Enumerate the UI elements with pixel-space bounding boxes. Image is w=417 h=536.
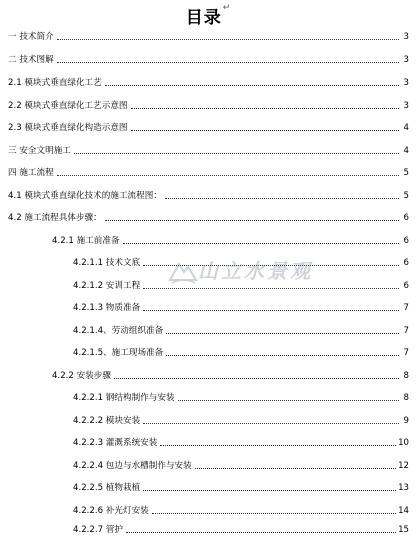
toc-entry-label: 4.2.2.1 钢结构制作与安装: [73, 393, 175, 403]
toc-entry[interactable]: [0, 75, 409, 89]
toc-entry-page: 5: [403, 168, 409, 178]
toc-entry[interactable]: [0, 143, 409, 157]
toc-entry[interactable]: [0, 368, 409, 382]
toc-entry[interactable]: [0, 525, 409, 536]
toc-entry[interactable]: [0, 52, 409, 66]
toc-entry-label: 4.2.1 施工前准备: [52, 236, 120, 246]
toc-entry-page: 10: [398, 438, 409, 448]
toc-entry-page: 15: [398, 525, 409, 535]
toc-entry-label: 2.1 模块式垂直绿化工艺: [8, 78, 102, 88]
toc-entry-label: 4.2.1.2 安训工程: [73, 281, 141, 291]
toc-entry[interactable]: [0, 435, 409, 449]
toc-entry-label: 4.2.1.5、施工现场准备: [73, 348, 164, 358]
toc-entry-label: 4.2.1.4、劳动组织准备: [73, 326, 164, 336]
toc-entry-page: 3: [403, 78, 409, 88]
toc-entry-label: 4.2.2 安装步骤: [52, 371, 111, 381]
watermark-text: 山立水景观: [198, 259, 313, 283]
paragraph-mark-icon: ↵: [222, 3, 232, 13]
toc-entry-page: 3: [403, 101, 409, 111]
toc-entry-page: 8: [403, 371, 409, 381]
toc-entry[interactable]: [0, 300, 409, 314]
toc-entry-page: 3: [403, 55, 409, 65]
toc-entry[interactable]: [0, 390, 409, 404]
toc-entry[interactable]: [0, 188, 409, 202]
toc-entry-page: 6: [403, 281, 409, 291]
toc-entry-label: 4.2.2.4 包边与水槽制作与安装: [73, 461, 192, 471]
toc-entry[interactable]: [0, 120, 409, 134]
toc-entry-label: 4.2 施工流程具体步骤：: [8, 213, 102, 223]
toc-entry[interactable]: [0, 413, 409, 427]
toc-entry-page: 7: [403, 303, 409, 313]
toc-entry-label: 2.2 模块式垂直绿化工艺示意图: [8, 101, 128, 111]
toc-entry-page: 4: [403, 123, 409, 133]
toc-entry-label: 4.2.2.7 管护: [73, 525, 123, 535]
toc-entry[interactable]: [0, 480, 409, 494]
toc-entry[interactable]: [0, 233, 409, 247]
toc-entry-page: 9: [403, 416, 409, 426]
toc-entry[interactable]: [0, 503, 409, 517]
toc-entry[interactable]: [0, 98, 409, 112]
watermark: [168, 251, 318, 291]
mountain-logo-icon: [168, 255, 198, 285]
toc-entry[interactable]: [0, 210, 409, 224]
toc-entry-label: 一 技术简介: [8, 32, 54, 42]
toc-entry[interactable]: [0, 323, 409, 337]
toc-entry-label: 4.2.2.5 植物栽植: [73, 483, 141, 493]
toc-entry-page: 6: [403, 258, 409, 268]
toc-entry-label: 4.2.2.6 补光灯安装: [73, 506, 149, 516]
toc-entry[interactable]: [0, 165, 409, 179]
toc-entry-page: 7: [403, 326, 409, 336]
toc-entry-page: 12: [398, 461, 409, 471]
toc-entry[interactable]: [0, 345, 409, 359]
toc-entry-page: 7: [403, 348, 409, 358]
toc-entry-page: 13: [398, 483, 409, 493]
toc-entry-page: 5: [403, 191, 409, 201]
toc-entry-label: 2.3 模块式垂直绿化构造示意图: [8, 123, 128, 133]
toc-entry-page: 4: [403, 146, 409, 156]
toc-entry-label: 二 技术图解: [8, 55, 54, 65]
toc-entry-page: 6: [403, 213, 409, 223]
toc-entry-label: 4.2.2.2 模块安装: [73, 416, 141, 426]
title-text: 目录: [185, 8, 222, 28]
toc-entry[interactable]: [0, 29, 409, 43]
toc-entry-label: 4.2.2.3 灌溉系统安装: [73, 438, 158, 448]
toc-entry-label: 4.1 模块式垂直绿化技术的施工流程图：: [8, 191, 162, 201]
toc-entry-page: 3: [403, 32, 409, 42]
toc-entry-page: 6: [403, 236, 409, 246]
toc-entry-label: 三 安全文明施工: [8, 146, 71, 156]
toc-entry-page: 14: [398, 506, 409, 516]
toc-entry[interactable]: [0, 458, 409, 472]
toc-entry-label: 四 施工流程: [8, 168, 54, 178]
toc-entry-page: 8: [403, 393, 409, 403]
toc-entry-label: 4.2.1.3 物质准备: [73, 303, 141, 313]
toc-entry-label: 4.2.1.1 技术文底: [73, 258, 141, 268]
